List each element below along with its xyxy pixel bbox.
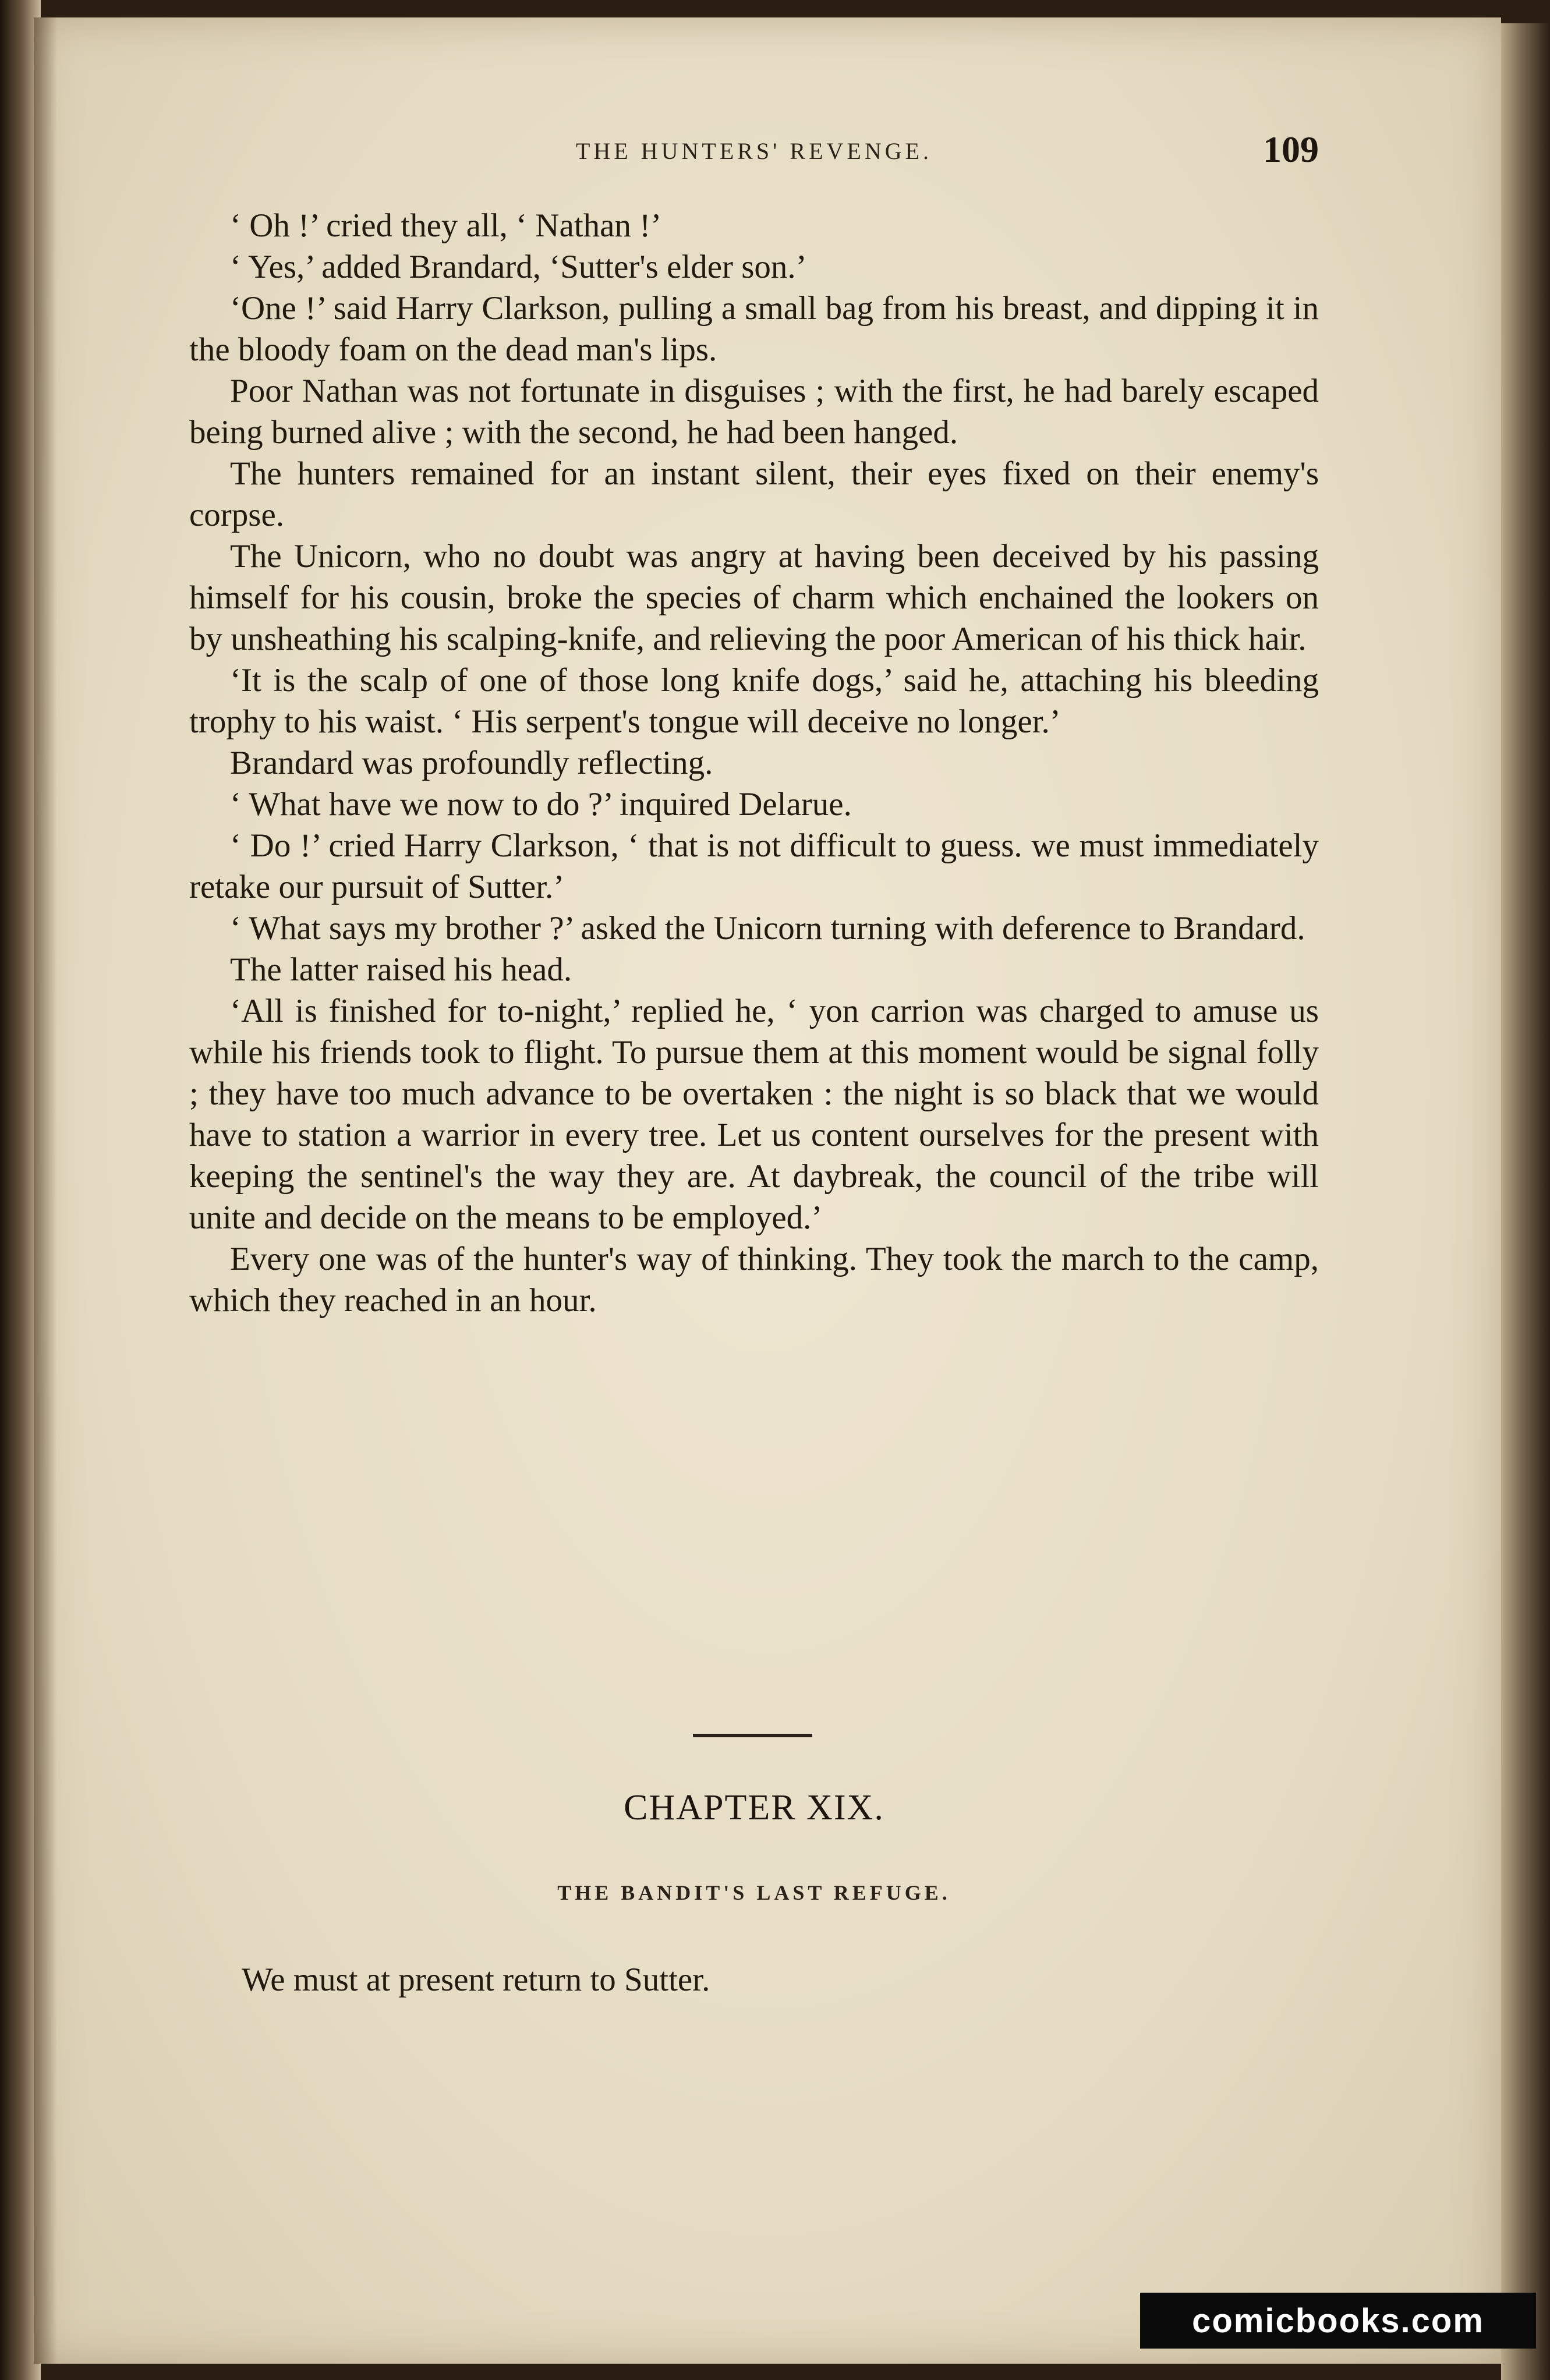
paragraph: ‘ Oh !’ cried they all, ‘ Nathan !’: [230, 207, 662, 244]
paragraph: ‘One !’ said Harry Clarkson, pulling a small bag from his breast, and dipping it in the bloody foam on the dead man's lips.: [189, 290, 1319, 368]
paragraph: ‘ What have we now to do ?’ inquired Delarue.: [230, 786, 852, 823]
page-right-edge: [1501, 23, 1550, 2380]
paragraph: The hunters remained for an instant silent, their eyes fixed on their enemy's corpse.: [189, 455, 1319, 533]
running-head: THE HUNTERS' REVENGE.: [575, 138, 933, 164]
page-number: 109: [1263, 129, 1319, 170]
paragraph: ‘ Yes,’ added Brandard, ‘Sutter's elder son.’: [230, 249, 807, 285]
chapter-opening-line: We must at present return to Sutter.: [242, 1961, 710, 1998]
paragraph: The latter raised his head.: [230, 951, 572, 988]
section-divider: [693, 1734, 812, 1737]
paragraph: Every one was of the hunter's way of thinking. They took the march to the camp, which they reached in an hour.: [189, 1241, 1319, 1319]
chapter-title: CHAPTER XIX.: [624, 1788, 884, 1828]
paragraph: ‘It is the scalp of one of those long knife dogs,’ said he, attaching his bleeding trophy to his waist. ‘ His serpent's tongue will deceive no longer.’: [189, 662, 1319, 740]
paragraph: ‘ Do !’ cried Harry Clarkson, ‘ that is not difficult to guess. we must immediately retake our pursuit of Sutter.’: [189, 827, 1319, 905]
body-text: [189, 205, 1319, 1321]
site-watermark: comicbooks.com: [1140, 2293, 1536, 2349]
paragraph: ‘ What says my brother ?’ asked the Unicorn turning with deference to Brandard.: [230, 910, 1305, 947]
page-header: [189, 128, 1319, 192]
paragraph: Brandard was profoundly reflecting.: [230, 745, 713, 781]
paragraph: Poor Nathan was not fortunate in disguises ; with the first, he had barely escaped being burned alive ; with the second, he had been hanged.: [189, 373, 1319, 451]
chapter-subtitle: THE BANDIT'S LAST REFUGE.: [557, 1881, 951, 1904]
paragraph: ‘All is finished for to-night,’ replied he, ‘ yon carrion was charged to amuse us while his friends took to flight. To pursue them at this moment would be signal folly ; they have too much advance to be overtaken : the night is so black that we would have to station a warrior in every tree. Let us content ourselves for the present with keeping the sentinel's the way they are. At daybreak, the council of the tribe will unite and decide on the means to be employed.’: [189, 993, 1319, 1236]
gutter-shadow: [34, 17, 57, 2364]
paragraph: The Unicorn, who no doubt was angry at having been deceived by his passing himself for his cousin, broke the species of charm which enchained the lookers on by unsheathing his scalping-knife, and relieving the poor American of his thick hair.: [189, 538, 1319, 657]
